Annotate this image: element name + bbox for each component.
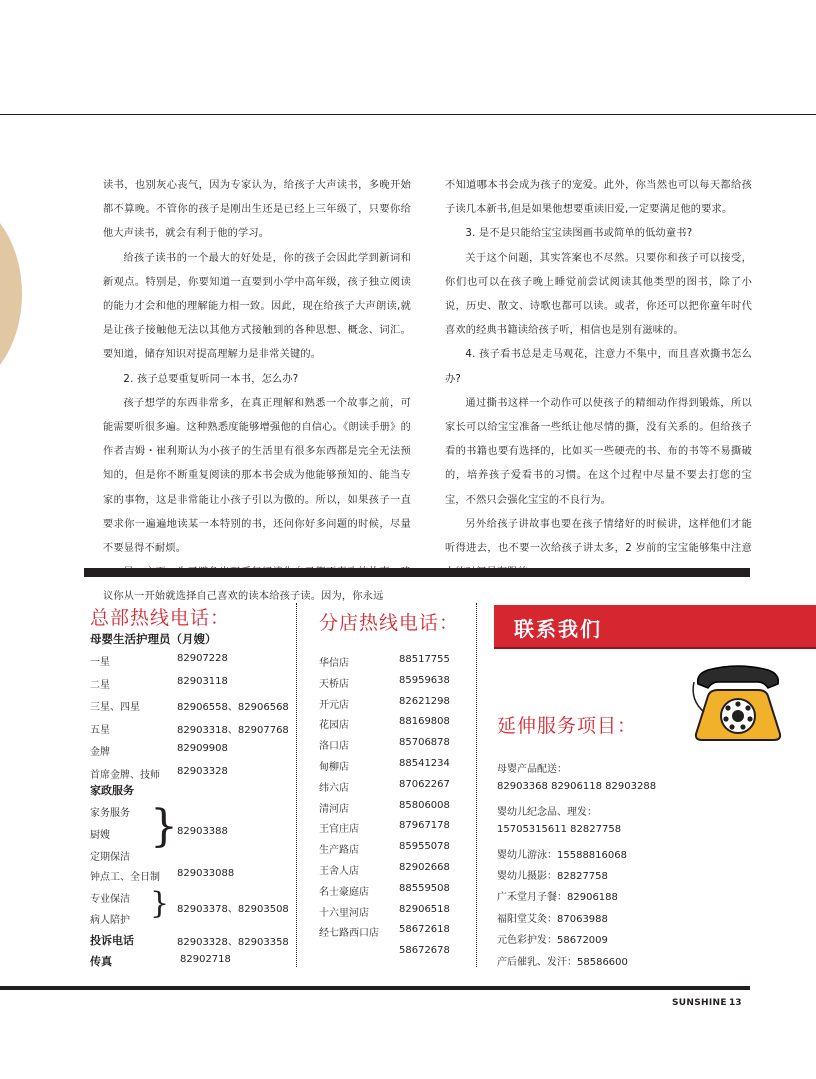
article-column-right xyxy=(445,174,752,585)
article-column-left xyxy=(103,174,411,610)
bottom-rule xyxy=(0,986,750,990)
article-paragraph: 通过撕书这样一个动作可以使孩子的精细动作得到锻炼，所以家长可以给宝宝准备一些纸让他尽情的撕，没有关系的。但给孩子看的书籍也要有选择的，比如买一些硬壳的书、布的书等不易撕破的，培养孩子爱看书的习惯。在这个过程中尽量不要去打您的宝宝，不然只会强化宝宝的不良行为。 xyxy=(445,397,752,506)
branch-row-label: 天桥店 xyxy=(319,678,349,690)
article-paragraph: 关于这个问题，其实答案也不尽然。只要你和孩子可以接受，你们也可以在孩子晚上睡觉前尝试阅读其他类型的图书，除了小说，历史、散文、诗歌也都可以读。或者，你还可以把你童年时代喜欢的经典书籍读给孩子听，相信也是别有滋味的。 xyxy=(445,252,752,337)
hq-row-number: 82907228 xyxy=(177,653,228,664)
top-rule xyxy=(0,114,816,115)
branch-row-number: 87062267 xyxy=(399,778,450,790)
branch-row-label: 纬六店 xyxy=(319,782,349,794)
service-item: 广禾堂月子餐：82906188 xyxy=(497,892,618,904)
branch-row-number: 88517755 xyxy=(399,654,450,665)
hq-row-number: 82903328 xyxy=(177,765,228,777)
hq-row-label: 一星 xyxy=(90,657,110,668)
housekeeping-item: 厨嫂 xyxy=(90,830,110,841)
section-divider-bar xyxy=(84,568,750,577)
dotted-divider xyxy=(296,603,297,967)
branch-row-number: 85706878 xyxy=(399,737,450,749)
housekeeping-title: 家政服务 xyxy=(90,784,134,797)
services-title: 延伸服务项目： xyxy=(497,715,638,737)
article-paragraph: 另外给孩子讲故事也要在孩子情绪好的时候讲，这样他们才能听得进去，也不要一次给孩子讲太多，2 岁前的宝宝能够集中注意 xyxy=(445,518,752,555)
article-paragraph: 不知道哪本书会成为孩子的宠爱。此外，你当然也可以每天都给孩子读几本新书,但是如果他想要重读旧爱,一定要满足他的要求。 xyxy=(445,180,752,216)
branch-row-label: 洛口店 xyxy=(319,741,349,753)
branch-row-number: 58672678 xyxy=(399,945,450,957)
hq-row-label: 三星、四星 xyxy=(90,702,140,713)
housekeeping-item: 定期保洁 xyxy=(90,852,130,863)
branch-row-number: 88559508 xyxy=(399,882,450,894)
article-paragraph: 4. 孩子看书总是走马观花，注意力不集中，而且喜欢撕书怎么办? xyxy=(445,349,752,385)
hq-row-label: 首席金牌、技师 xyxy=(90,769,160,781)
service-item: 婴幼儿摄影：82827758 xyxy=(497,871,608,882)
branch-row-label: 名士豪庭店 xyxy=(319,886,369,898)
branch-row-label: 华信店 xyxy=(319,658,349,669)
telephone-icon xyxy=(688,660,788,742)
branch-row-label: 花园店 xyxy=(319,720,349,732)
branch-row-label: 甸柳店 xyxy=(319,762,349,773)
hq-row-number: 82903318、82907768 xyxy=(177,724,289,736)
service-item: 元色彩护发：58672009 xyxy=(497,935,608,947)
branch-row-label: 王官庄店 xyxy=(319,824,359,836)
branch-hotline-title: 分店热线电话： xyxy=(319,612,460,634)
hq-row-label: 金牌 xyxy=(90,747,110,758)
branch-row-number: 85806008 xyxy=(399,799,450,811)
complaint-label: 投诉电话 xyxy=(90,934,134,947)
hq-row-label: 五星 xyxy=(90,724,110,736)
housekeeping-number: 82903388 xyxy=(177,826,228,837)
hq-row-label: 二星 xyxy=(90,679,110,691)
article-paragraph: 议你从一开始就选择自己喜欢的读本给孩子读。因为，你永远 xyxy=(103,591,384,603)
article-paragraph: 读书，也别灰心丧气，因为专家认为，给孩子大声读书，多晚开始都不算晚。不管你的孩子是刚出生还是已经上三年级了，只要你给他大声读书，就会有利于他的学习。 xyxy=(103,180,411,240)
branch-row-number: 85959638 xyxy=(399,674,450,686)
service-item: 婴幼儿纪念品、理发： xyxy=(497,806,597,818)
service-item: 82903368 82906118 82903288 xyxy=(497,781,657,793)
decorative-arc xyxy=(0,196,22,392)
page-number: 13 xyxy=(729,998,742,1008)
branch-row-number: 88169808 xyxy=(399,716,450,728)
dotted-divider xyxy=(476,603,477,967)
article-paragraph: 2. 孩子总要重复听同一本书，怎么办? xyxy=(123,373,299,385)
service-item: 福阳堂艾灸：87063988 xyxy=(497,913,608,925)
hq-subtitle: 母婴生活护理员（月嫂） xyxy=(90,632,217,646)
branch-row-number: 82902668 xyxy=(399,862,450,873)
article-paragraph: 孩子想学的东西非常多，在真正理解和熟悉一个故事之前，可能需要听很多遍。这种熟悉度能够增强他的自信心。《朗读手册》的作者吉姆・崔利斯认为小孩子的生活里有很多东西都是完全无法预知的，但是你不断重复阅读的那本书会成为他能够预知的、能当专家的事物，这是非常能让小孩子引以为傲的。所以，如果孩子一直要求你一遍遍地读某一本特别的书，还问你好多问题的时候，尽量不要显得不耐烦。 xyxy=(103,397,411,555)
branch-row-number: 88541234 xyxy=(399,758,450,769)
hourly-number: 829033088 xyxy=(177,868,235,879)
branch-row-number: 82906518 xyxy=(399,903,450,915)
article-paragraph: 给孩子读书的一个最大的好处是，你的孩子会因此学到新词和新观点。特别是，你要知道一直要到小学中高年级，孩子独立阅读的能力才会和他的理解能力相一致。因此，现在给孩子大声朗读,就是让孩子接触他无法以其他方式接触到的各种思想、概念、词汇。要知道，储存知识对提高理解力是非常关键的。 xyxy=(103,252,411,361)
branch-row-label: 十六里河店 xyxy=(319,907,369,919)
care-item: 专业保洁 xyxy=(90,894,130,905)
care-number: 82903378、82903508 xyxy=(177,904,289,915)
hq-row-number: 82909908 xyxy=(177,743,228,754)
hq-hotline-title: 总部热线电话： xyxy=(90,607,231,629)
branch-row-number: 85955078 xyxy=(399,841,450,853)
contact-banner xyxy=(494,605,816,647)
complaint-number: 82903328、82903358 xyxy=(177,937,289,948)
branch-row-label: 清河店 xyxy=(319,803,349,815)
article-paragraph: 3. 是不是只能给宝宝读图画书或简单的低幼童书? xyxy=(465,228,693,240)
fax-label: 传真 xyxy=(90,955,112,968)
hourly-label: 钟点工、全日制 xyxy=(90,872,160,883)
care-brace: } xyxy=(150,886,170,921)
contact-banner-label: 联系我们 xyxy=(514,617,602,641)
service-item: 母婴产品配送： xyxy=(497,764,567,775)
service-item: 婴幼儿游泳：15588816068 xyxy=(497,849,627,861)
hq-row-number: 82906558、82906568 xyxy=(177,702,289,713)
branch-row-number: 87967178 xyxy=(399,820,450,832)
service-item: 15705315611 82827758 xyxy=(497,824,622,836)
branch-row-number: 58672618 xyxy=(399,924,450,936)
fax-number: 82902718 xyxy=(180,954,231,965)
branch-row-label: 开元店 xyxy=(319,699,349,711)
housekeeping-brace: } xyxy=(150,801,178,852)
housekeeping-item: 家务服务 xyxy=(90,808,130,819)
footer-brand: SUNSHINE xyxy=(672,998,727,1008)
service-item: 产后催乳、发汗：58586600 xyxy=(497,956,628,968)
branch-row-label: 经七路西口店 xyxy=(319,928,379,940)
branch-row-number: 82621298 xyxy=(399,695,450,707)
care-item: 病人陪护 xyxy=(90,915,130,926)
branch-row-label: 王舍人店 xyxy=(319,866,359,877)
branch-row-label: 生产路店 xyxy=(319,845,359,857)
hq-row-number: 82903118 xyxy=(177,675,228,687)
